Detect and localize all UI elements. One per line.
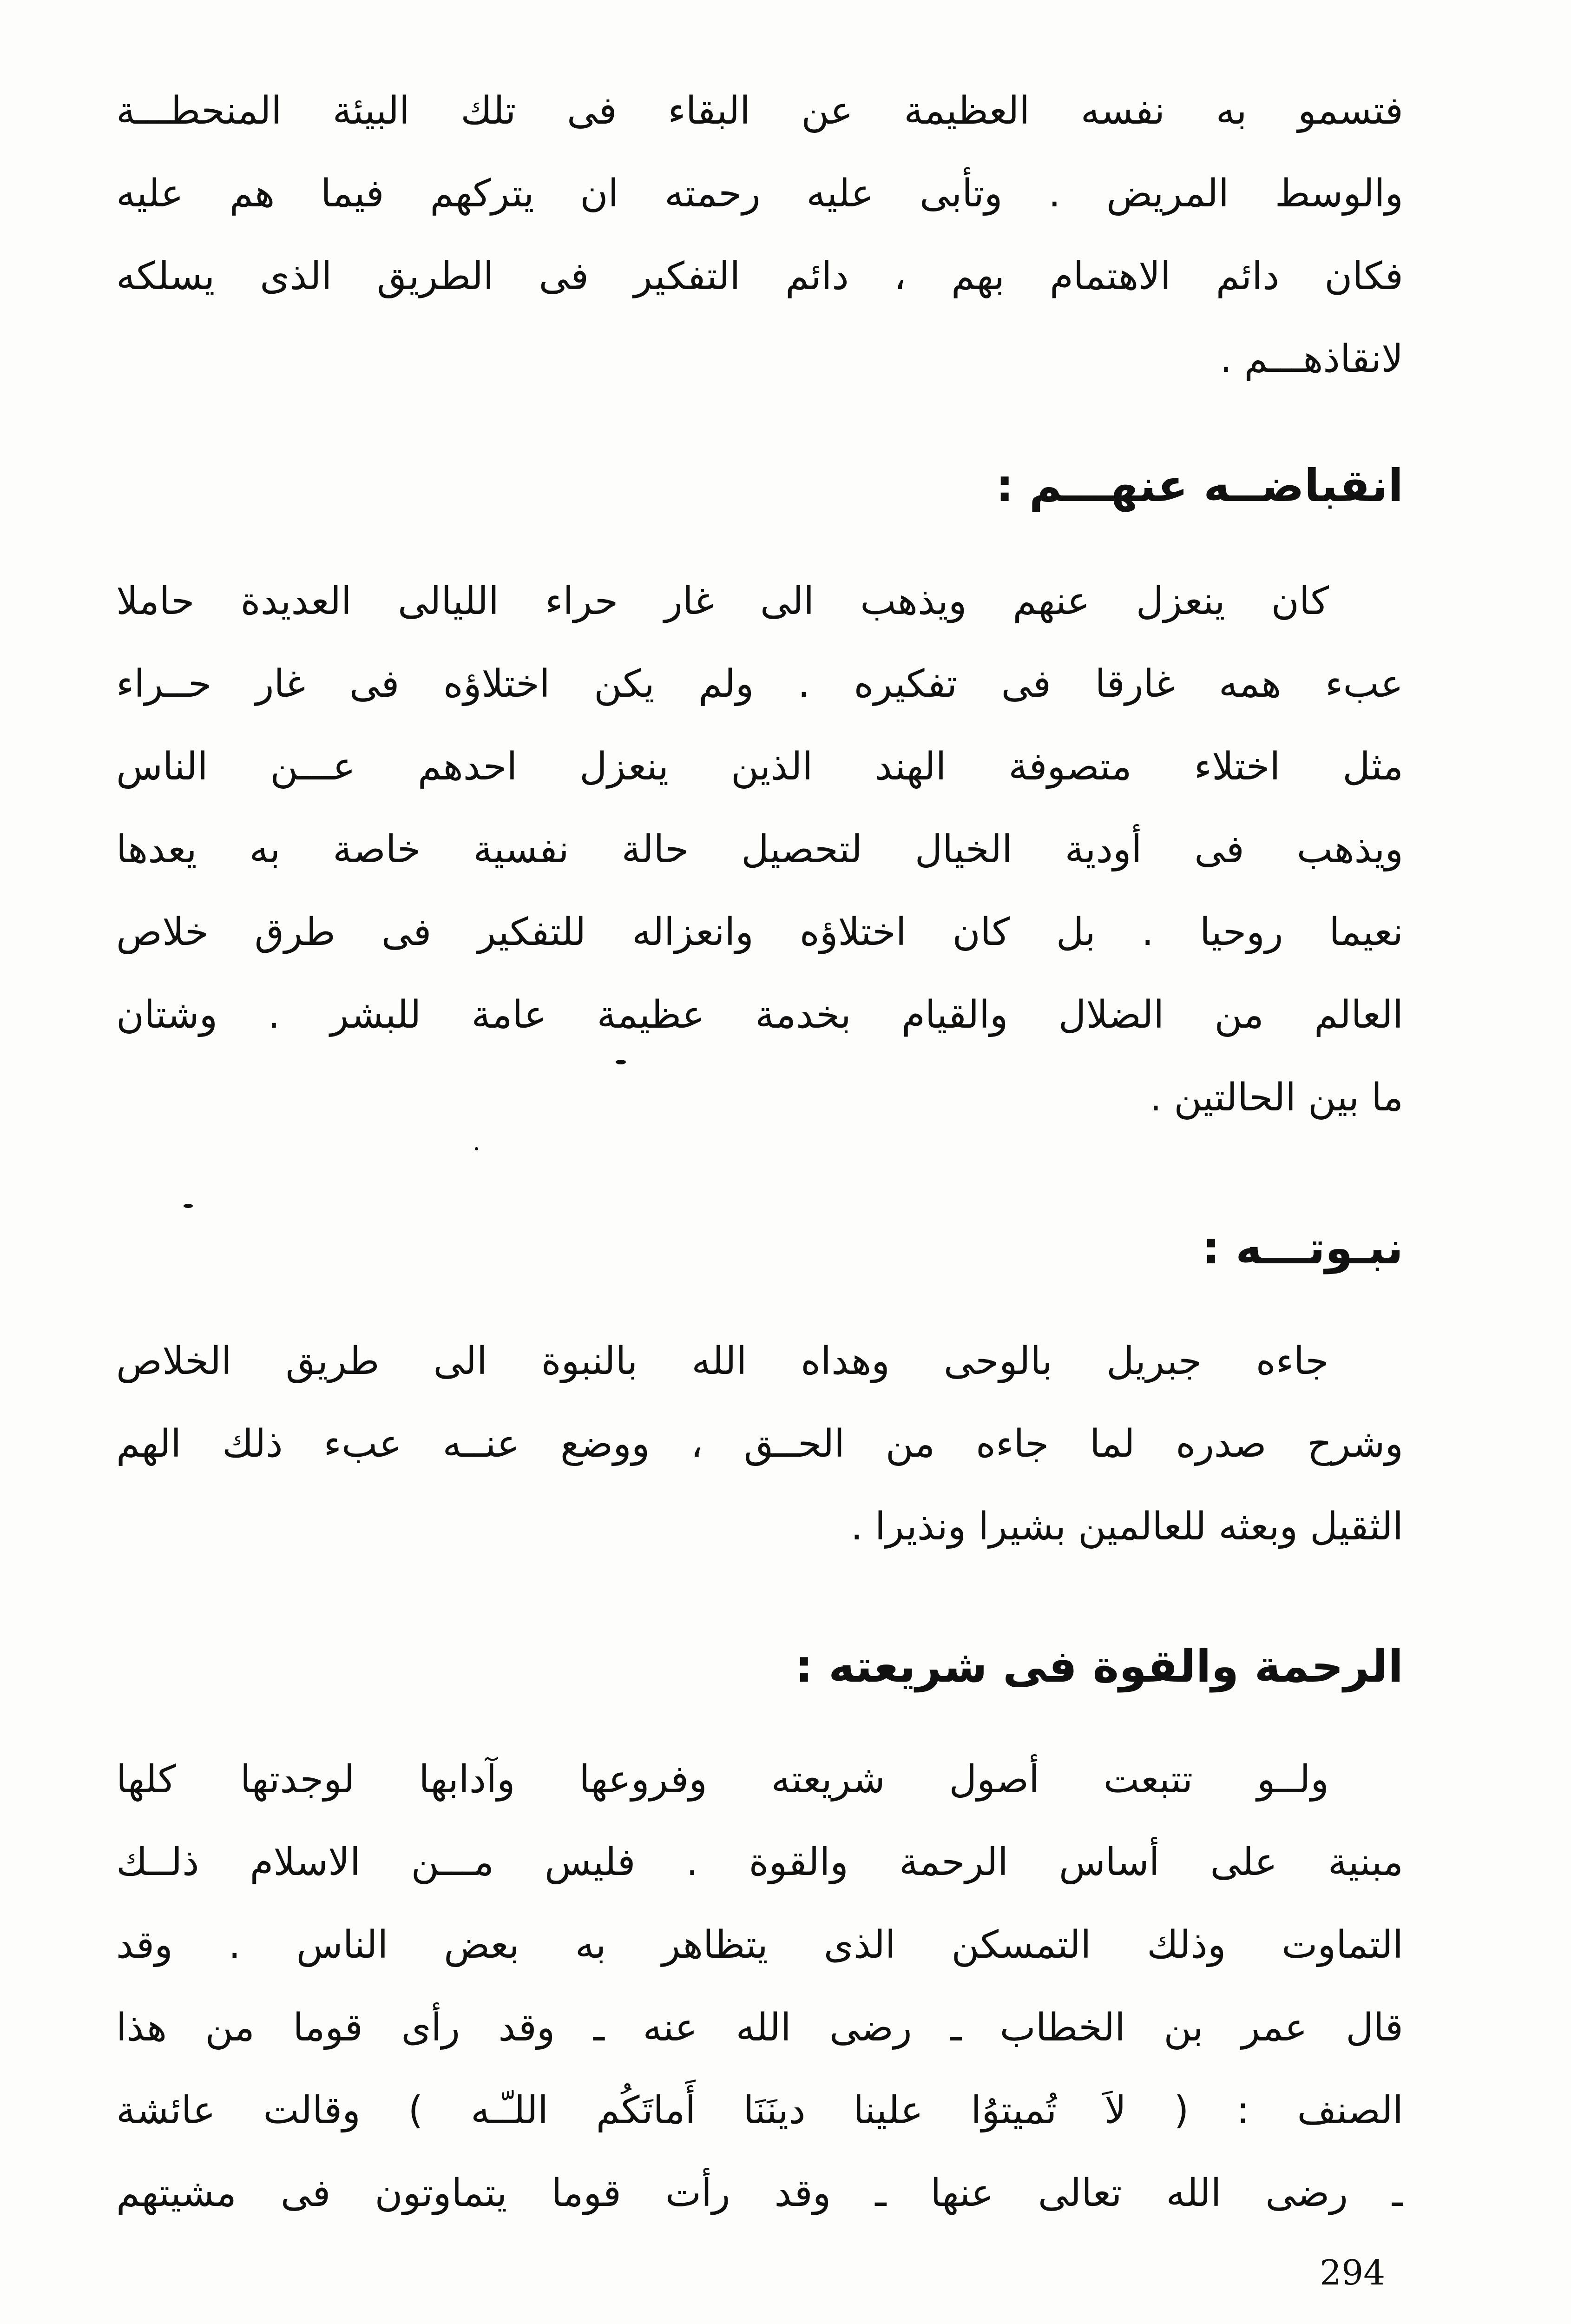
paragraph-3	[116, 1320, 1403, 1568]
heading-text: انقباضــه عنهـــم :	[996, 460, 1403, 512]
text-line: مثل اختلاء متصوفة الهند الذين ينعزل احدهم عـــن الناس	[116, 745, 1403, 789]
page-number: 294	[1320, 2253, 1386, 2293]
heading-text: نبـوتـــه :	[1202, 1222, 1403, 1274]
ink-speck	[616, 1060, 626, 1064]
section-heading-prophethood	[116, 1204, 1403, 1292]
heading-text: الرحمة والقوة فى شريعته :	[795, 1640, 1403, 1692]
text-line: كان ينعزل عنهم ويذهب الى غار حراء الليالى العديدة حاملا	[116, 579, 1329, 623]
text-line: العالم من الضلال والقيام بخدمة عظيمة عامة للبشر . وشتان	[116, 993, 1403, 1037]
text-line: ما بين الحالتين .	[1150, 1076, 1403, 1120]
paragraph-4	[116, 1738, 1403, 2235]
text-line: ويذهب فى أودية الخيال لتحصيل حالة نفسية خاصة به يعدها	[116, 827, 1403, 872]
text-line: قال عمر بن الخطاب ـ رضى الله عنه ـ وقد رأى قوما من هذا	[116, 2006, 1403, 2050]
text-line: ـ رضى الله تعالى عنها ـ وقد رأت قوما يتماوتون فى مشيتهم	[116, 2171, 1403, 2215]
text-line: ولــو تتبعت أصول شريعته وفروعها وآدابها لوجدتها كلها	[116, 1757, 1329, 1802]
text-line: عبء همه غارقا فى تفكيره . ولم يكن اختلاؤه فى غار حــراء	[116, 662, 1403, 706]
text-line: جاءه جبريل بالوحى وهداه الله بالنبوة الى طريق الخلاص	[116, 1339, 1329, 1383]
section-heading-withdrawal	[116, 442, 1403, 530]
text-line: لانقاذهـــم .	[1220, 337, 1403, 381]
text-line: نعيما روحيا . بل كان اختلاؤه وانعزاله للتفكير فى طرق خلاص	[116, 910, 1403, 954]
text-line: الثقيل وبعثه للعالمين بشيرا ونذيرا .	[850, 1505, 1403, 1549]
section-heading-mercy-strength	[116, 1622, 1403, 1710]
text-line: فكان دائم الاهتمام بهم ، دائم التفكير فى الطريق الذى يسلكه	[116, 254, 1403, 298]
text-line: مبنية على أساس الرحمة والقوة . فليس مـــن الاسلام ذلــك	[116, 1840, 1403, 1884]
text-line: الصنف : ( لاَ تُميتوُا علينا دينَنَا أَماتَكُم اللـّـه ) وقالت عائشة	[116, 2088, 1403, 2133]
text-line: فتسمو به نفسه العظيمة عن البقاء فى تلك البيئة المنحطـــة	[116, 89, 1403, 133]
text-line: التماوت وذلك التمسكن الذى يتظاهر به بعض الناس . وقد	[116, 1923, 1403, 1967]
text-line: وشرح صدره لما جاءه من الحــق ، ووضع عنــه عبء ذلك الهم	[116, 1422, 1403, 1466]
ink-speck	[184, 1204, 193, 1208]
text-line: والوسط المريض . وتأبى عليه رحمته ان يتركهم فيما هم عليه	[116, 172, 1403, 216]
paragraph-2	[116, 560, 1403, 1139]
ink-speck	[475, 1147, 478, 1150]
paragraph-1	[116, 70, 1403, 401]
